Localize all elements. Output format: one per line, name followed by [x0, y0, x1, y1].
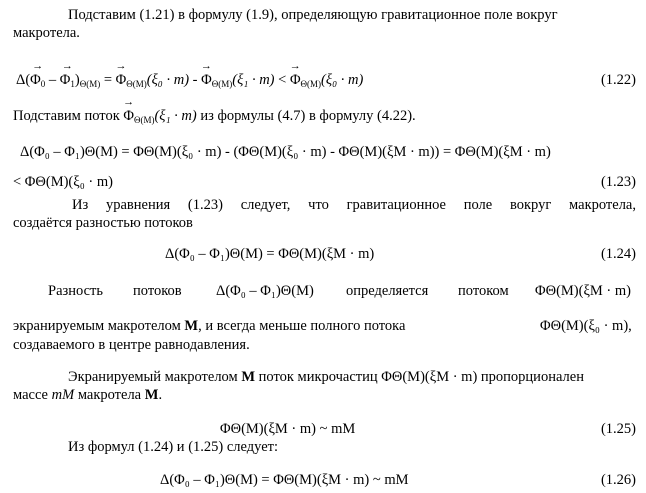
flux-term-1: → Φ: [116, 71, 127, 89]
flux-term-1-sub: Θ(M): [126, 79, 147, 89]
para5-line1: [68, 368, 584, 386]
para1-line1: Подставим (1.21) в формулу (1.9), определяющую гравитационное поле вокруг: [68, 7, 558, 23]
para2-text-b: из формулы (4.7) в формулу (4.22).: [196, 108, 416, 124]
para4-delta-expr: Δ(Φ₀ – Φ₁)Θ(M): [216, 283, 314, 299]
para4-word-flux: потоком: [458, 283, 509, 299]
phi1-symbol: → $\Phi_1$: [60, 71, 75, 89]
para4-full-flux: ΦΘ(M)(ξ₀ · m),: [540, 318, 632, 334]
theta-m-subscript: Θ(M): [79, 79, 101, 89]
less-than-sign: <: [274, 72, 290, 88]
flux-term-1-arg: (ξ₀ · m): [146, 72, 190, 88]
flux-term-3-sub: Θ(M): [300, 79, 322, 89]
para6: Из формул (1.24) и (1.25) следует:: [68, 439, 279, 455]
equation-number-1-25: (1.25): [600, 421, 636, 437]
para5-period: .: [158, 387, 163, 403]
flux-term-2-arg: (ξ₁ · m): [232, 72, 275, 88]
equation-1-23-line1: Δ(Φ₀ – Φ₁)Θ(M) = ΦΘ(M)(ξ₀ · m) - (ΦΘ(M)(ξ₀ · m) - ΦΘ(M)(ξM · m)) = ΦΘ(M)(ξM · m): [20, 144, 551, 160]
para5-mass-symbol: mM: [51, 387, 75, 403]
minus-sign-2: -: [189, 72, 202, 88]
para2-flux-arg: (ξ₁ · m): [154, 108, 197, 124]
phi0-symbol: → $\Phi_0$: [30, 71, 45, 89]
minus-sign: –: [45, 72, 60, 88]
para2-flux-phi: → Φ: [123, 107, 134, 125]
flux-term-2: → Φ: [201, 71, 212, 89]
delta-open: Δ(: [16, 72, 31, 88]
para5-text-e: макротела: [74, 387, 145, 403]
para4-bold-m: М: [184, 318, 199, 334]
para1-line2: макротела.: [13, 25, 80, 41]
equation-1-23-line2: < ΦΘ(M)(ξ₀ · m): [13, 174, 113, 190]
para3-line2: создаётся разностью потоков: [13, 215, 193, 231]
para4-line2-text-b: , и всегда меньше полного потока: [198, 318, 406, 334]
equation-1-25: ΦΘ(M)(ξM · m) ~ mM: [220, 421, 356, 437]
para5-text-b: поток микрочастиц: [255, 369, 382, 385]
flux-term-3: → Φ: [290, 71, 301, 89]
flux-term-3-arg: (ξ₀ · m): [321, 72, 364, 88]
para4-word-determined: определяется: [346, 283, 429, 299]
para5-bold-m: М: [241, 369, 256, 385]
paren-close: ): [74, 72, 80, 88]
equation-number-1-23: (1.23): [600, 174, 636, 190]
equation-1-24: Δ(Φ₀ – Φ₁)Θ(M) = ΦΘ(M)(ξM · m): [165, 246, 375, 262]
para4-word-flows: потоков: [133, 283, 182, 299]
para5-line2: [13, 386, 162, 404]
equation-number-1-24: (1.24): [600, 246, 636, 262]
equation-1-22: [16, 71, 363, 89]
equals-sign: =: [100, 72, 116, 88]
para5-text-d: массе: [13, 387, 52, 403]
para4-word-difference: Разность: [48, 283, 103, 299]
para4-line2: [13, 317, 405, 335]
para3-line1: Из уравнения (1.23) следует, что гравитационное поле вокруг макротела,: [72, 197, 636, 213]
para5-text-c: пропорционален: [477, 369, 584, 385]
equation-number-1-22: (1.22): [600, 72, 636, 88]
flux-term-2-sub: Θ(M): [211, 79, 233, 89]
para5-bold-m-2: М: [144, 387, 159, 403]
para2: [13, 107, 416, 125]
para4-flux-expr: ΦΘ(M)(ξM · m): [535, 283, 631, 299]
para4-line3: создаваемого в центре равнодавления.: [13, 337, 250, 353]
equation-1-26: Δ(Φ₀ – Φ₁)Θ(M) = ΦΘ(M)(ξM · m) ~ mM: [160, 472, 409, 488]
para2-flux-sub: Θ(M): [133, 115, 155, 125]
para4-line2-text-a: экранируемым макротелом: [13, 318, 185, 334]
para5-text-a: Экранируемый макротелом: [68, 369, 242, 385]
equation-number-1-26: (1.26): [600, 472, 636, 488]
para5-flux-expr: ΦΘ(M)(ξM · m): [381, 369, 478, 385]
para2-text-a: Подставим поток: [13, 108, 124, 124]
